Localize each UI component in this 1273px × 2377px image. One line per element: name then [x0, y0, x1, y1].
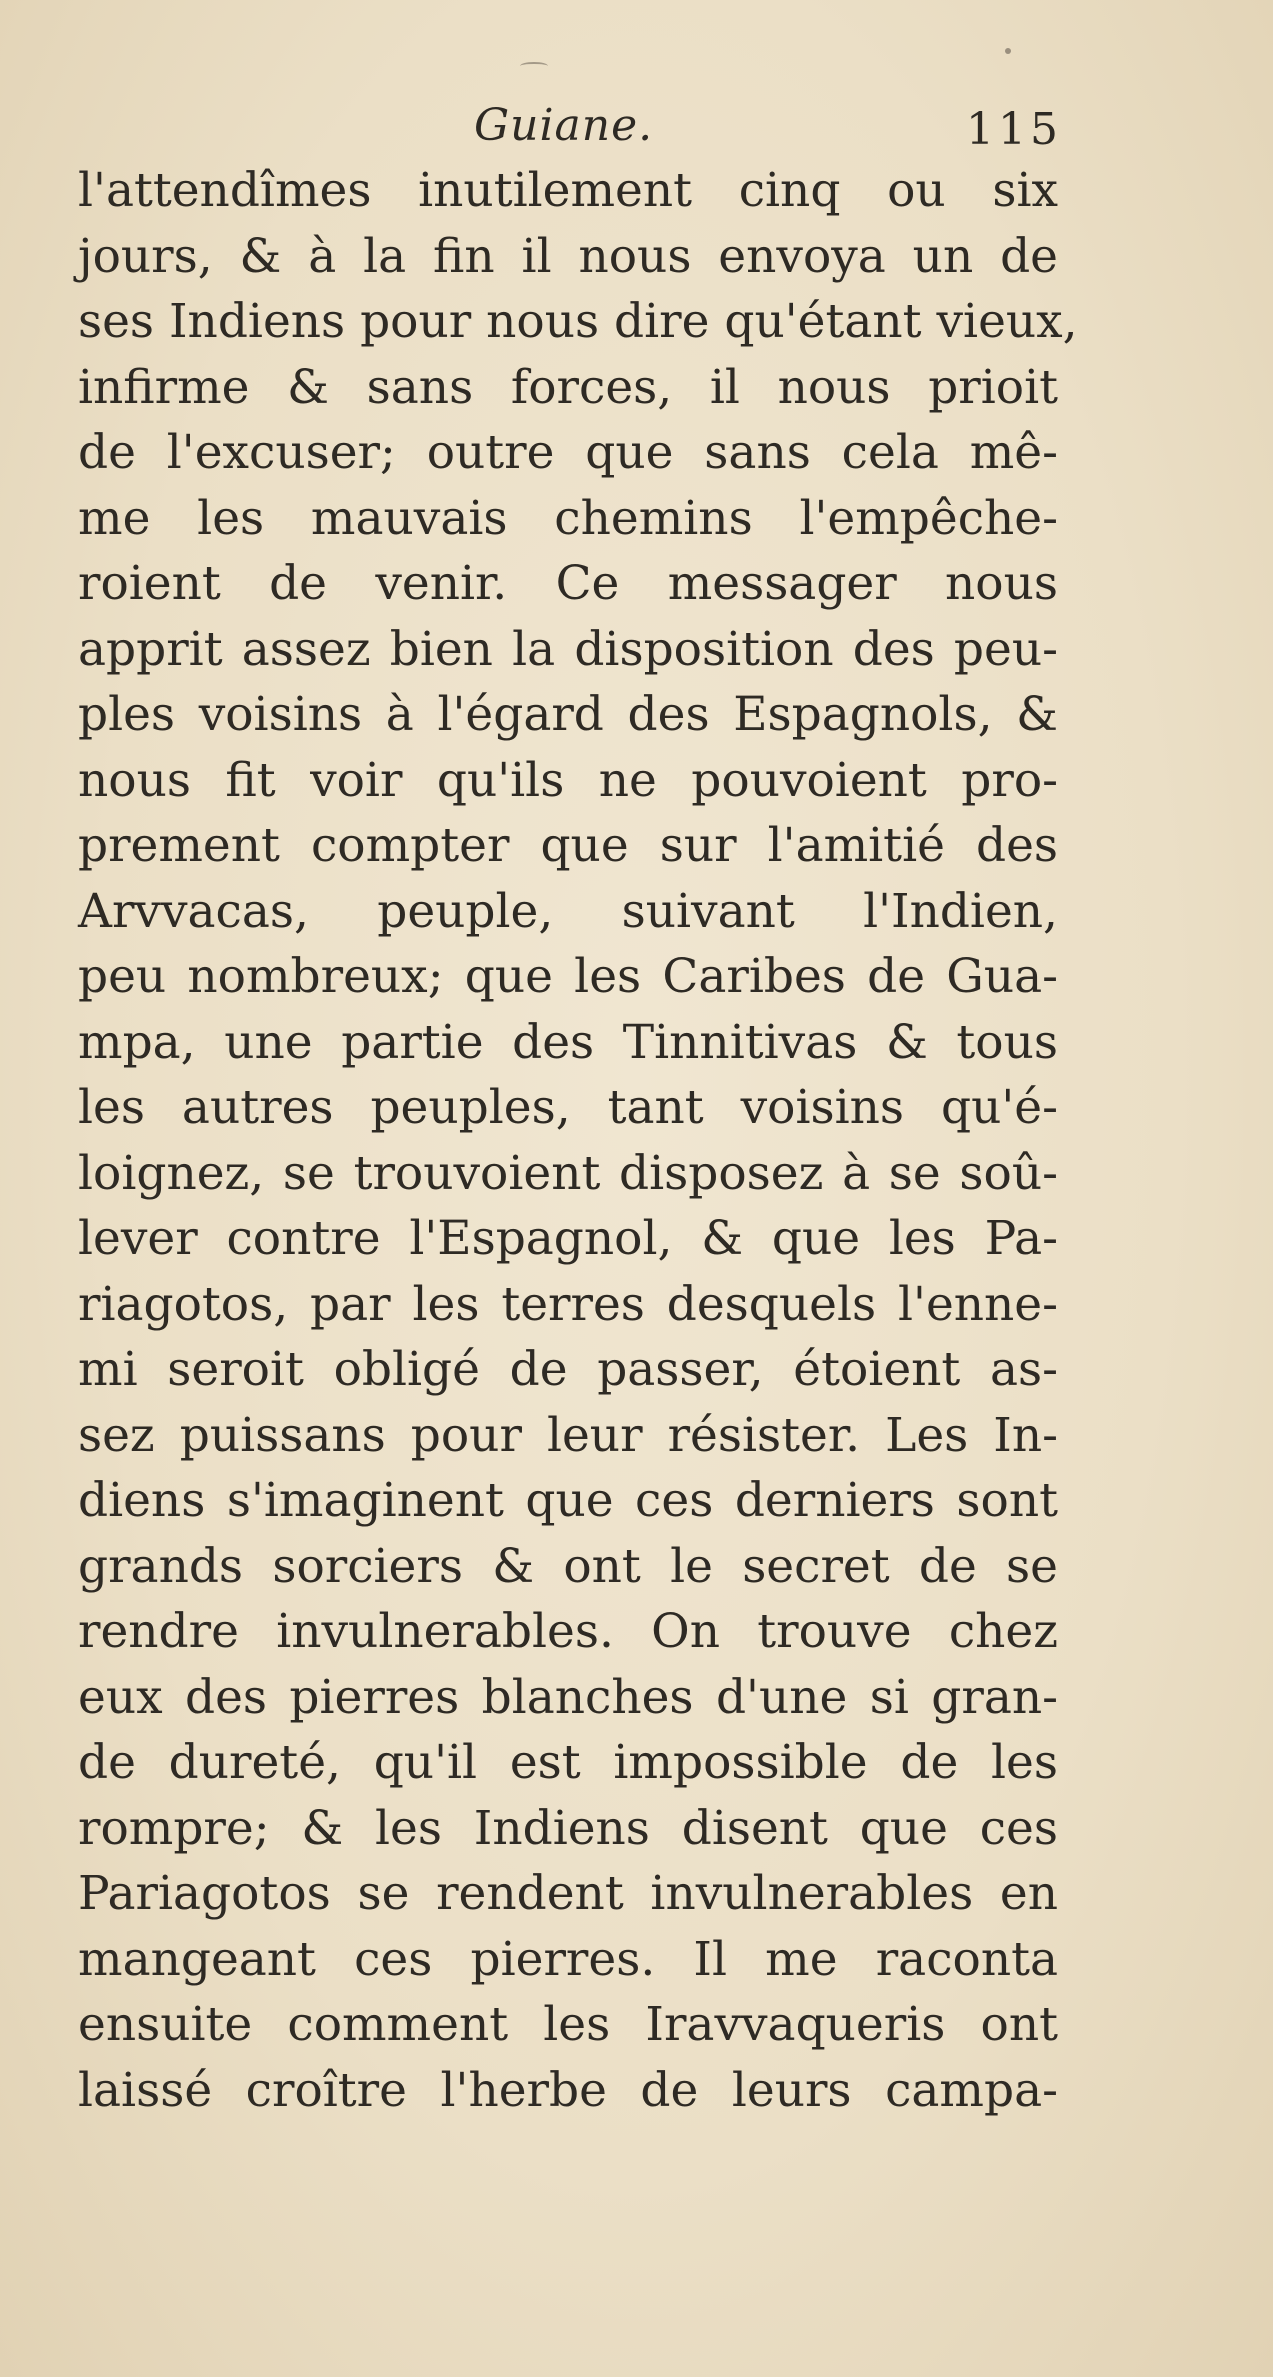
text-line: jours, & à la fin il nous envoya un de	[78, 228, 1058, 284]
text-line: de l'excuser; outre que sans cela mê-	[78, 425, 1058, 480]
paper-speck	[1005, 48, 1011, 54]
running-head: Guiane.	[474, 100, 654, 151]
text-line: lever contre l'Espagnol, & que les Pa-	[78, 1211, 1058, 1266]
text-line: rompre; & les Indiens disent que ces	[78, 1800, 1058, 1856]
text-line: roient de venir. Ce messager nous	[78, 556, 1058, 611]
text-line: mi seroit obligé de passer, étoient as-	[78, 1342, 1058, 1397]
text-line: peu nombreux; que les Caribes de Gua-	[78, 949, 1058, 1004]
text-line: Arvvacas, peuple, suivant l'Indien,	[78, 883, 1058, 939]
text-line: les autres peuples, tant voisins qu'é-	[78, 1080, 1058, 1135]
text-line: loignez, se trouvoient disposez à se soû-	[78, 1145, 1058, 1201]
text-line: ples voisins à l'égard des Espagnols, &	[78, 687, 1058, 742]
text-line: de dureté, qu'il est impossible de les	[78, 1735, 1058, 1790]
text-line: apprit assez bien la disposition des peu-	[78, 621, 1058, 677]
text-line: infirme & sans forces, il nous prioit	[78, 359, 1058, 415]
text-line: rendre invulnerables. On trouve chez	[78, 1604, 1058, 1659]
text-line: mpa, une partie des Tinnitivas & tous	[78, 1014, 1058, 1070]
text-line: eux des pierres blanches d'une si gran-	[78, 1669, 1058, 1725]
top-ornament-mark	[520, 62, 548, 70]
text-line: laissé croître l'herbe de leurs campa-	[78, 2062, 1058, 2118]
text-line: prement compter que sur l'amitié des	[78, 818, 1058, 873]
text-line: mangeant ces pierres. Il me raconta	[78, 1931, 1058, 1987]
text-line: nous fit voir qu'ils ne pouvoient pro-	[78, 752, 1058, 808]
body-text	[78, 158, 1078, 2123]
text-line: grands sorciers & ont le secret de se	[78, 1538, 1058, 1594]
text-line: ses Indiens pour nous dire qu'étant vieux,	[78, 294, 1078, 349]
text-line: ensuite comment les Iravvaqueris ont	[78, 1997, 1058, 2052]
text-line: diens s'imaginent que ces derniers sont	[78, 1473, 1058, 1528]
text-line: l'attendîmes inutilement cinq ou six	[78, 163, 1058, 218]
text-line: riagotos, par les terres desquels l'enne-	[78, 1276, 1058, 1332]
text-line: Pariagotos se rendent invulnerables en	[78, 1866, 1058, 1921]
text-line: me les mauvais chemins l'empêche-	[78, 490, 1058, 546]
text-line: sez puissans pour leur résister. Les In-	[78, 1407, 1058, 1463]
page-number: 115	[966, 104, 1062, 155]
